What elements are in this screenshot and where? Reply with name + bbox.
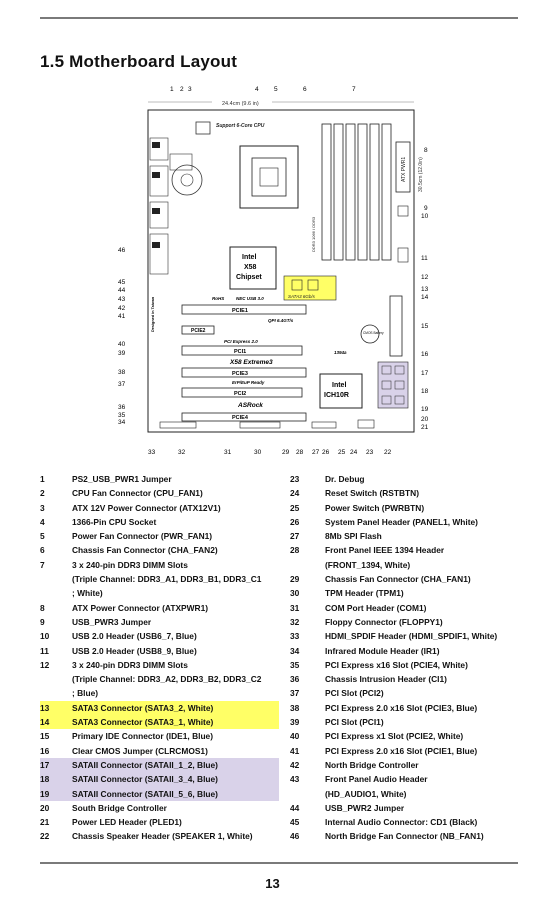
diagram-label: 24 — [350, 449, 358, 456]
legend-number: 41 — [290, 745, 300, 756]
diagram-label: 32 — [178, 449, 186, 456]
legend-row — [290, 672, 518, 686]
legend-text: Dr. Debug — [325, 474, 365, 484]
diagram-label: 16 — [421, 351, 429, 358]
legend-row — [40, 658, 279, 672]
diagram-label: 43 — [118, 296, 126, 303]
legend-row — [40, 801, 279, 815]
diagram-label: QPI 6.4GT/s — [268, 318, 294, 323]
cpu-support-label: Support 6-Core CPU — [216, 123, 265, 129]
legend-row — [290, 644, 518, 658]
legend-text: ATX 12V Power Connector (ATX12V1) — [72, 502, 221, 513]
legend-number: 4 — [40, 516, 45, 527]
legend-text: PCI Express x1 Slot (PCIE2, White) — [325, 731, 464, 742]
legend-row — [40, 486, 279, 500]
legend-number: 25 — [290, 502, 300, 513]
legend-row — [290, 744, 518, 758]
callouts-bottom — [148, 449, 392, 456]
legend-row — [290, 787, 518, 801]
legend-number: 7 — [40, 559, 45, 570]
legend-number: 44 — [290, 802, 300, 813]
legend-number: 21 — [40, 817, 50, 828]
diagram-label: CMOS Battery — [363, 331, 384, 335]
legend-row — [40, 615, 279, 629]
legend-row — [40, 672, 279, 686]
legend-row — [290, 801, 518, 815]
diagram-label: 18 — [421, 388, 429, 395]
legend-text: ; Blue) — [72, 688, 99, 699]
legend-row — [290, 772, 518, 786]
legend-text: PCI Express 2.0 x16 Slot (PCIE1, Blue) — [325, 745, 478, 756]
diagram-label: 38 — [118, 369, 126, 376]
diagram-label: 23 — [366, 449, 374, 456]
legend-text: TPM Header (TPM1) — [325, 588, 404, 599]
legend-row — [40, 529, 279, 543]
legend-text: PCI Slot (PCI2) — [325, 688, 384, 699]
legend-text: (Triple Channel: DDR3_A2, DDR3_B2, DDR3_C2 — [72, 674, 262, 685]
diagram-label: Intel — [332, 382, 347, 389]
legend-number: 15 — [40, 731, 50, 742]
legend-number: 31 — [290, 602, 300, 613]
legend-row — [290, 501, 518, 515]
legend-number: 1 — [40, 474, 45, 484]
diagram-label: 46 — [118, 247, 126, 254]
board-height-label: 30.5cm (12.0in) — [418, 157, 424, 192]
legend-text: PCI Express 2.0 x16 Slot (PCIE3, Blue) — [325, 702, 478, 713]
diagram-label: ICH10R — [324, 392, 349, 399]
legend-text: COM Port Header (COM1) — [325, 602, 427, 613]
diagram-label: X58 Extreme3 — [230, 359, 273, 366]
legend-row — [40, 829, 279, 843]
legend-number: 23 — [290, 474, 300, 484]
legend-number: 17 — [40, 759, 50, 770]
legend-row — [40, 729, 279, 743]
legend-text: SATA3 Connector (SATA3_1, White) — [72, 717, 214, 728]
diagram-label: 42 — [118, 305, 126, 312]
callout-1: 1 — [170, 86, 174, 93]
diagram-label: 30 — [254, 449, 262, 456]
legend-row — [290, 701, 518, 715]
legend-number: 16 — [40, 745, 50, 756]
legend-row — [40, 586, 279, 600]
diagram-label: 37 — [118, 381, 126, 388]
legend-number: 18 — [40, 774, 50, 785]
legend-number: 33 — [290, 631, 300, 642]
legend-text: PCI Slot (PCI1) — [325, 717, 384, 728]
diagram-label: X58 — [244, 264, 257, 271]
legend-number: 43 — [290, 774, 300, 785]
callout-7: 7 — [352, 86, 356, 93]
legend-number: 46 — [290, 831, 300, 842]
legend-row — [40, 515, 279, 529]
board-width-label: 24.4cm (9.6 in) — [222, 101, 259, 107]
legend-text: 1366-Pin CPU Socket — [72, 516, 157, 527]
legend-number: 22 — [40, 831, 50, 842]
legend-number: 34 — [290, 645, 300, 656]
legend-row — [290, 686, 518, 700]
legend-text: Chassis Fan Connector (CHA_FAN2) — [72, 545, 218, 556]
legend-row — [40, 501, 279, 515]
legend-text: CPU Fan Connector (CPU_FAN1) — [72, 488, 203, 499]
diagram-label: PCIE4 — [232, 415, 248, 421]
legend-text: Chassis Intrusion Header (CI1) — [325, 674, 447, 685]
diagram-label: PCI Express 2.0 — [224, 339, 258, 344]
legend-text: (Triple Channel: DDR3_A1, DDR3_B1, DDR3_C1 — [72, 574, 262, 585]
diagram-label: 8 — [424, 147, 428, 154]
diagram-label: 41 — [118, 313, 126, 320]
legend-number: 9 — [40, 616, 45, 627]
diagram-label: 39 — [118, 350, 126, 357]
legend-row — [40, 787, 279, 801]
legend-text: PS2_USB_PWR1 Jumper — [72, 474, 172, 484]
diagram-label: RoHS — [212, 296, 225, 301]
legend-row — [290, 615, 518, 629]
diagram-label: Chipset — [236, 274, 262, 281]
diagram-label: 1394a — [334, 350, 347, 355]
legend-text: (FRONT_1394, White) — [325, 559, 411, 570]
legend-row — [40, 715, 279, 729]
legend-number: 13 — [40, 702, 50, 713]
callout-4: 4 — [255, 86, 259, 93]
legend-number: 35 — [290, 659, 300, 670]
legend-text: SATAII Connector (SATAII_5_6, Blue) — [72, 788, 218, 799]
atxpwr-label: ATX PWR1 — [401, 156, 407, 182]
legend-number: 32 — [290, 616, 300, 627]
diagram-label: 35 — [118, 412, 126, 419]
legend-text: 8Mb SPI Flash — [325, 531, 382, 542]
legend-text: Power Switch (PWRBTN) — [325, 502, 425, 513]
diagram-label: 25 — [338, 449, 346, 456]
diagram-label: 27 — [312, 449, 320, 456]
legend-text: Floppy Connector (FLOPPY1) — [325, 616, 443, 627]
legend-number: 19 — [40, 788, 50, 799]
diagram-label: 34 — [118, 419, 126, 426]
legend-text: North Bridge Fan Connector (NB_FAN1) — [325, 831, 484, 842]
legend-number: 20 — [40, 802, 50, 813]
legend-text: Power LED Header (PLED1) — [72, 817, 182, 828]
diagram-label: PCI1 — [234, 349, 247, 355]
diagram-label: 26 — [322, 449, 330, 456]
legend-row — [290, 558, 518, 572]
legend-text: SATAII Connector (SATAII_1_2, Blue) — [72, 759, 218, 770]
legend-row — [40, 686, 279, 700]
diagram-label: 14 — [421, 294, 429, 301]
legend-row — [290, 586, 518, 600]
legend-text: Primary IDE Connector (IDE1, Blue) — [72, 731, 214, 742]
diagram-label: PCI2 — [234, 391, 247, 397]
legend-text: USB_PWR3 Jumper — [72, 616, 152, 627]
callout-3: 3 — [188, 86, 192, 93]
legend-text: Reset Switch (RSTBTN) — [325, 488, 419, 499]
diagram-label: 11 — [421, 255, 428, 262]
motherboard-diagram — [112, 82, 442, 460]
diagram-label: PCIE3 — [232, 371, 248, 377]
legend-number: 14 — [40, 717, 50, 728]
legend-number: 40 — [290, 731, 300, 742]
legend-row — [290, 658, 518, 672]
legend-row — [40, 758, 279, 772]
legend-row — [40, 772, 279, 786]
diagram-label: 13 — [421, 286, 429, 293]
diagram-label: 20 — [421, 416, 429, 423]
legend-number: 39 — [290, 717, 300, 728]
diagram-label: 29 — [282, 449, 290, 456]
legend-text: Clear CMOS Jumper (CLRCMOS1) — [72, 745, 208, 756]
legend-text: Power Fan Connector (PWR_FAN1) — [72, 531, 213, 542]
legend-text: North Bridge Controller — [325, 759, 419, 770]
diagram-label: Intel — [242, 254, 257, 261]
legend-row — [290, 543, 518, 557]
legend-row — [290, 829, 518, 843]
diagram-label: 33 — [148, 449, 156, 456]
ddr3-label: DDR3 1066 / DDR3 — [311, 216, 316, 252]
callout-2: 2 — [180, 86, 184, 93]
legend-text: ; White) — [72, 588, 103, 599]
legend-number: 26 — [290, 516, 300, 527]
legend-row — [290, 572, 518, 586]
diagram-label: 31 — [224, 449, 232, 456]
legend-number: 8 — [40, 602, 45, 613]
diagram-label: 44 — [118, 287, 126, 294]
diagram-label: 15 — [421, 323, 429, 330]
callout-5: 5 — [274, 86, 278, 93]
legend-text: Front Panel IEEE 1394 Header — [325, 545, 445, 556]
legend-number: 11 — [40, 645, 49, 656]
legend-text: (HD_AUDIO1, White) — [325, 788, 407, 799]
bottom-rule — [40, 862, 518, 864]
legend-text: Internal Audio Connector: CD1 (Black) — [325, 817, 478, 828]
diagram-label: 12 — [421, 274, 429, 281]
diagram-label: 45 — [118, 279, 126, 286]
diagram-label: 36 — [118, 404, 126, 411]
legend-number: 45 — [290, 817, 300, 828]
legend-row — [290, 486, 518, 500]
legend-number: 10 — [40, 631, 50, 642]
callout-6: 6 — [303, 86, 307, 93]
legend-left-column — [40, 472, 279, 844]
legend-row — [290, 601, 518, 615]
legend-number: 5 — [40, 531, 45, 542]
legend-row — [290, 629, 518, 643]
legend-number: 27 — [290, 531, 300, 542]
motherboard-svg — [112, 82, 442, 460]
diagram-label: PCIE2 — [191, 328, 206, 334]
legend-row — [290, 529, 518, 543]
legend-row — [290, 515, 518, 529]
legend-number: 36 — [290, 674, 300, 685]
legend-text: USB_PWR2 Jumper — [325, 802, 405, 813]
legend-number: 6 — [40, 545, 45, 556]
diagram-label: NEC USB 3.0 — [236, 296, 264, 301]
legend-number: 30 — [290, 588, 300, 599]
legend-text: SATAII Connector (SATAII_3_4, Blue) — [72, 774, 218, 785]
legend-row — [290, 758, 518, 772]
legend-text: USB 2.0 Header (USB6_7, Blue) — [72, 631, 197, 642]
legend-row — [290, 472, 518, 486]
legend-number: 42 — [290, 759, 300, 770]
legend-row — [40, 744, 279, 758]
diagram-label: ASRock — [238, 402, 263, 409]
section-title: 1.5 Motherboard Layout — [40, 52, 238, 71]
diagram-label: 22 — [384, 449, 392, 456]
legend-text: HDMI_SPDIF Header (HDMI_SPDIF1, White) — [325, 631, 498, 642]
legend-number: 29 — [290, 574, 300, 585]
top-rule — [40, 17, 518, 19]
legend-text: Chassis Fan Connector (CHA_FAN1) — [325, 574, 471, 585]
legend-row — [290, 729, 518, 743]
diagram-label: 21 — [421, 424, 429, 431]
diagram-label: 28 — [296, 449, 304, 456]
sataii-highlight — [378, 362, 408, 408]
legend-row — [40, 701, 279, 715]
legend-row — [40, 543, 279, 557]
diagram-label: PCIE1 — [232, 308, 248, 314]
diagram-label: 10 — [421, 213, 429, 220]
legend-number: 37 — [290, 688, 300, 699]
diagram-label: 19 — [421, 406, 429, 413]
legend-row — [290, 815, 518, 829]
legend-number: 28 — [290, 545, 300, 556]
legend-number: 2 — [40, 488, 45, 499]
legend-row — [40, 601, 279, 615]
legend-row — [40, 644, 279, 658]
legend-text: Front Panel Audio Header — [325, 774, 428, 785]
diagram-label: 17 — [421, 370, 429, 377]
legend-row — [40, 815, 279, 829]
diagram-label: 40 — [118, 341, 126, 348]
legend-text: South Bridge Controller — [72, 802, 167, 813]
legend-text: PCI Express x16 Slot (PCIE4, White) — [325, 659, 468, 670]
legend-text: System Panel Header (PANEL1, White) — [325, 516, 478, 527]
legend-row — [290, 715, 518, 729]
legend-number: 38 — [290, 702, 300, 713]
legend-number: 12 — [40, 659, 50, 670]
diagram-label: Designed in Taiwan — [151, 296, 155, 332]
callouts-top — [170, 86, 356, 93]
legend-text: Chassis Speaker Header (SPEAKER 1, White) — [72, 831, 253, 842]
sata3-label: SATA3 6Gb/s — [288, 294, 315, 299]
legend-text: 3 x 240-pin DDR3 DIMM Slots — [72, 659, 188, 670]
legend-right-column — [290, 472, 518, 844]
legend-text: SATA3 Connector (SATA3_2, White) — [72, 702, 214, 713]
legend-row — [40, 558, 279, 572]
page-number: 13 — [265, 876, 280, 891]
legend-number: 24 — [290, 488, 300, 499]
diagram-label: 9 — [424, 205, 428, 212]
legend-number: 3 — [40, 502, 45, 513]
callouts-left — [118, 247, 126, 426]
legend-text: ATX Power Connector (ATXPWR1) — [72, 602, 209, 613]
legend-row — [40, 472, 279, 486]
legend-text: Infrared Module Header (IR1) — [325, 645, 440, 656]
legend-row — [40, 572, 279, 586]
legend-text: 3 x 240-pin DDR3 DIMM Slots — [72, 559, 188, 570]
legend-text: USB 2.0 Header (USB8_9, Blue) — [72, 645, 197, 656]
diagram-label: ErP/EuP Ready — [232, 380, 265, 385]
legend-row — [40, 629, 279, 643]
